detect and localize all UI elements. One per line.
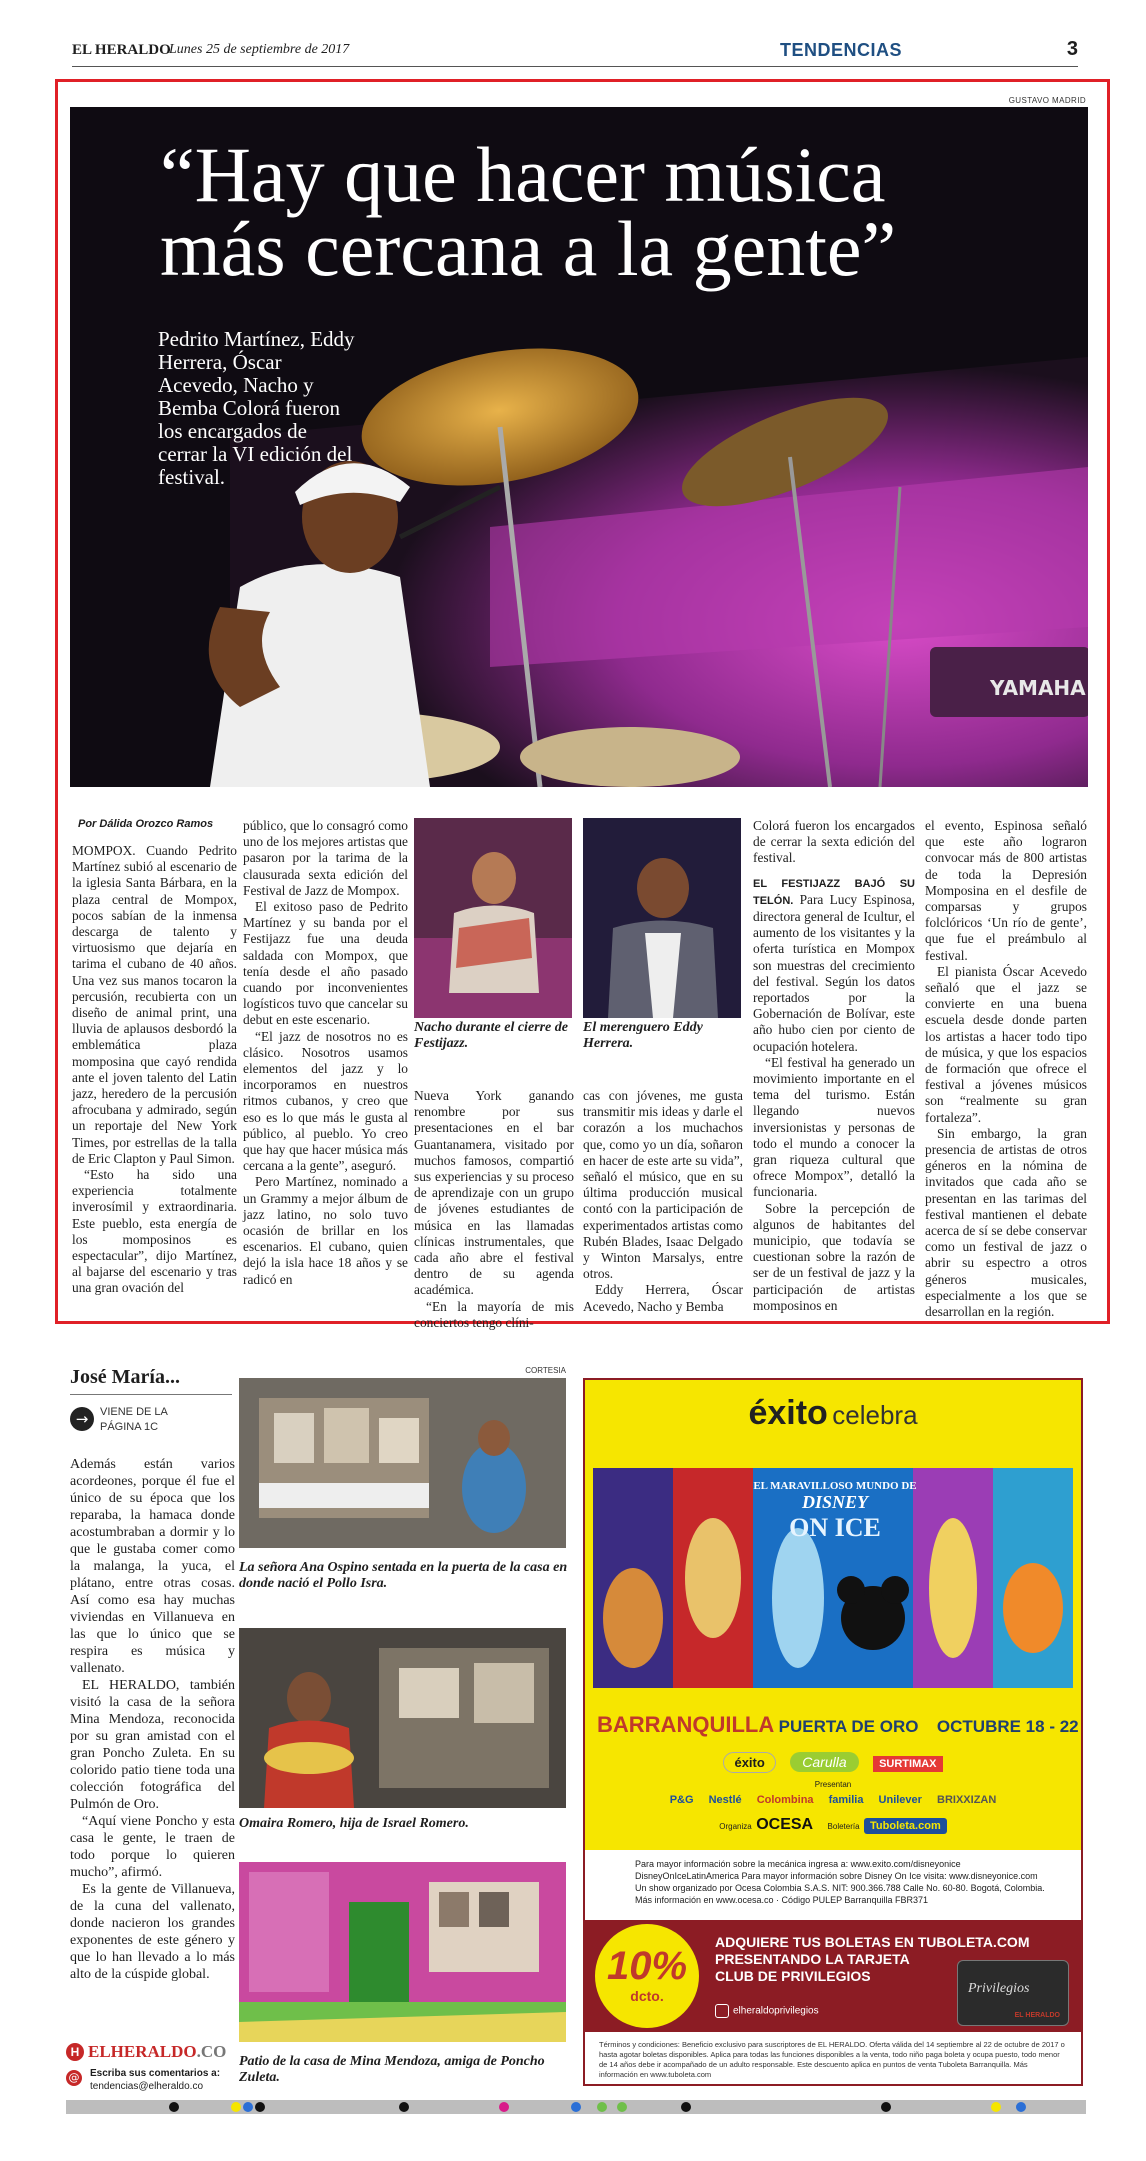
- paragraph: Además están varios acordeones, porque él fue el único de su época que los reparaba, la hamaca donde acostumbraban a dormir y lo que le gustaba comer como la malanga, la yuca, el plátano, entre otras cosas. Así como esa hay muchas viviendas en Villanueva en las que lo único que se respira es música y vallenato.: [70, 1457, 235, 1676]
- photo-caption: Patio de la casa de Mina Mendoza, amiga de Poncho Zuleta.: [239, 2054, 545, 2085]
- section-label[interactable]: TENDENCIAS: [780, 40, 903, 60]
- drum-brand: YAMAHA: [990, 676, 1086, 700]
- show-title-line-3: ON ICE: [789, 1513, 881, 1542]
- paragraph: “Aquí viene Poncho y esta casa le gente, le traen de todo porque lo quieren mucho”, afirmó.: [70, 1814, 235, 1880]
- footer-comment-label: Escriba sus comentarios a:: [90, 2068, 221, 2079]
- article-column-6: [925, 818, 1087, 1320]
- inset-photo-eddy-herrera: [583, 818, 741, 1018]
- instagram-icon: [715, 2004, 729, 2018]
- photo-caption: Omaira Romero, hija de Israel Romero.: [239, 1816, 469, 1831]
- brands-row: [585, 1794, 1081, 1806]
- advertisement[interactable]: [583, 1378, 1083, 2086]
- masthead: [72, 40, 1078, 66]
- paragraph: Nueva York ganando renombre por sus presentaciones en el bar Guantanamera, visitado por muchos famosos, compartió sus experiencias y su proceso de aprendizaje con un grupo de jóvenes estudiantes de música en las llamadas clínicas instrumentales, que cada año abre el festival dentro de su agenda académica.: [414, 1088, 574, 1298]
- paragraph: público, que lo consagró como uno de los mejores artistas que pasaron por la tarima de la clausurada sexta edición del Festival de Jazz de Mompox.: [243, 818, 408, 898]
- info-line: DisneyOnIceLatinAmerica Para mayor información sobre Disney On Ice visita: www.disneyonice.com: [635, 1871, 1038, 1881]
- ocesa-logo: OCESA: [756, 1816, 814, 1833]
- photo-caption: El merenguero Eddy Herrera.: [583, 1020, 703, 1051]
- paper-name[interactable]: EL HERALDO: [72, 42, 171, 58]
- paragraph: El pianista Óscar Acevedo señaló que el jazz se convierte en una buena escuela desde donde parten los artistas a hacer todo tipo de música, y que los espacios de formación que ofrece el festival a jóvenes músicos son “realmente su gran fortaleza”.: [925, 963, 1087, 1125]
- instagram-handle[interactable]: [715, 2004, 819, 2018]
- surtimax-logo: SURTIMAX: [873, 1756, 942, 1772]
- article-column-1: [72, 843, 237, 1297]
- edition-date: Lunes 25 de septiembre de 2017: [169, 42, 350, 57]
- info-line: Un show organizado por Ocesa Colombia S.A.S. NIT: 900.366.788 Calle No. 60-80. Bogotá, Colombia.: [635, 1883, 1045, 1893]
- paragraph: “El jazz de nosotros no es clásico. Nosotros usamos elementos del jazz y lo incorporamos en nuestros ritmos cubanos, y creo que eso es lo que más le gusta al público, al pueblo. Yo creo que hay que hacer música más cercana a la gente”, aseguró.: [243, 1028, 408, 1174]
- paragraph: El exitoso paso de Pedrito Martínez y su banda por el Festijazz fue una deuda saldada con Mompox, que tenía desde el año pasado cuando por inconvenientes logísticos tuvo que cancelar su debut en este escenario.: [243, 899, 408, 1028]
- ad-terms: Términos y condiciones: Beneficio exclusivo para suscriptores de EL HERALDO. Oferta válida del 14 septiembre al 22 de octubre de 2017 o hasta agotar boletas disponibles. Aplica para todas las funciones disponibles a la venta, todo niño paga boleta y ocupa puesto, todo menor de 14 años debe ir acompañado de un adulto responsable. Este descuento aplica en puntos de venta Tuboleta Barranquilla. Más información en www.tuboleta.com: [599, 2040, 1065, 2079]
- ad-brand: [585, 1394, 1081, 1433]
- promo-line-3: CLUB DE PRIVILEGIOS: [715, 1968, 871, 1984]
- masthead-rule: [72, 66, 1078, 67]
- show-title: [735, 1480, 935, 1543]
- boleteria-label: Boletería: [827, 1822, 860, 1831]
- promo-banner: [585, 1920, 1081, 2032]
- at-icon: @: [66, 2070, 82, 2086]
- paragraph: Eddy Herrera, Óscar Acevedo, Nacho y Bemba: [583, 1282, 743, 1314]
- continuation-body: [70, 1456, 235, 1983]
- footer-brand[interactable]: [66, 2042, 226, 2064]
- ad-info: [635, 1858, 1055, 1906]
- byline: Por Dálida Orozco Ramos: [78, 818, 214, 830]
- brand-tagline: celebra: [832, 1400, 918, 1430]
- city-tagline: PUERTA DE ORO: [778, 1717, 919, 1736]
- paragraph: cas con jóvenes, me gusta transmitir mis ideas y darle el corazón a los muchachos que, como yo un día, soñaron en hacer de este arte su vida”, señaló el músico, que en su última producción musical contó con la participación de experimentados artistas como Rubén Blades, Isaac Delgado y Winton Marsalys, entre otros.: [583, 1088, 743, 1282]
- headline: [160, 131, 1060, 292]
- organizer-row: [585, 1816, 1081, 1834]
- exito-sponsor-logo: éxito: [723, 1752, 775, 1773]
- photo-credit: CORTESIA: [525, 1366, 566, 1375]
- article-column-3: [414, 1088, 574, 1331]
- arrow-right-icon: →: [70, 1407, 94, 1431]
- promo-line-2: PRESENTANDO LA TARJETA: [715, 1951, 910, 1967]
- instagram-handle-text: elheraldoprivilegios: [733, 2005, 819, 2017]
- exito-logo: éxito: [748, 1394, 828, 1432]
- headline-line-1: “Hay que hacer música: [160, 131, 886, 218]
- print-registration-bar: [66, 2100, 1086, 2114]
- discount-badge: [595, 1924, 699, 2028]
- h-logo-icon: H: [66, 2043, 84, 2061]
- article-column-4: [583, 1088, 743, 1315]
- paragraph: “El festival ha generado un movimiento importante en el tema del turismo. Están llegando nuevos inversionistas y personas de todo el mundo a conocer la gran riqueza cultural que ofrece Mompox”, detalló la funcionaria.: [753, 1054, 915, 1200]
- paragraph: Es la gente de Villanueva, de la cuna del vallenato, donde nacieron los grandes exponentes de este género y que lo han llevado a lo más alto de la cúspide global.: [70, 1882, 235, 1982]
- info-line: Más información en www.ocesa.co · Código PULEP Barranquilla FBR371: [635, 1895, 928, 1905]
- organiza-label: Organiza: [719, 1822, 752, 1831]
- photo-ana-ospino: [239, 1378, 566, 1548]
- discount-label: dcto.: [630, 1988, 664, 2004]
- footer-brand-name: ELHERALDO: [88, 2042, 197, 2061]
- paragraph: el evento, Espinosa señaló que este año lograron convocar más de 800 artistas de toda la Depresión Momposina en el desfile de comparsas y grupos folclóricos ‘Un río de gente’, que fue el preámbulo al festival.: [925, 818, 1087, 963]
- paragraph: Colorá fueron los encargados de cerrar la sexta edición del festival.: [753, 818, 915, 866]
- card-text: Privilegios: [968, 1981, 1030, 1996]
- subhead-paragraph: [753, 875, 915, 1055]
- info-line: Para mayor información sobre la mecánica ingresa a: www.exito.com/disneyonice: [635, 1859, 961, 1869]
- paragraph: “Esto ha sido una experiencia totalmente inverosímil y extraordinaria. Este pueblo, esta energía de los momposinos es espectacular”, dijo Martínez, al bajarse del escenario y tras una gran ovación del: [72, 1167, 237, 1296]
- brand-logo: P&G: [669, 1794, 694, 1806]
- paragraph: “En la mayoría de mis conciertos tengo clíni-: [414, 1298, 574, 1330]
- photo-credit: GUSTAVO MADRID: [1008, 96, 1086, 105]
- paragraph: Pero Martínez, nominado a un Grammy a mejor álbum de jazz latino, no solo tuvo ocasión de brillar en los escenarios. El cubano, quien dejó la isla hace 18 años y se radicó en: [243, 1174, 408, 1287]
- brand-logo: familia: [828, 1794, 864, 1806]
- continuation-title: José María...: [70, 1366, 180, 1388]
- subhead-text: Para Lucy Espinosa, directora general de Icultur, el aumento de los visitantes y la oferta turística en Mompox son muestras del crecimiento del festival. Según los datos reportados por la Gobernación de Bolívar, este año hubo cien por ciento de ocupación hotelera.: [753, 891, 915, 1054]
- brand-logo: Colombina: [756, 1794, 814, 1806]
- continuation-title-rule: [70, 1394, 232, 1395]
- city: BARRANQUILLA: [597, 1712, 775, 1737]
- privilegios-card: [957, 1960, 1069, 2026]
- jump-from[interactable]: [70, 1405, 240, 1441]
- promo-line-1: ADQUIERE TUS BOLETAS EN TUBOLETA.COM: [715, 1934, 1030, 1950]
- headline-line-2: más cercana a la gente”: [160, 205, 897, 292]
- paragraph: MOMPOX. Cuando Pedrito Martínez subió al escenario de la iglesia Santa Bárbara, en la plaza central de Mompox, pocos sabían de la inmensa descarga de talento y virtuosismo que dejaría en tarima el cubano de 40 años. Una vez sus manos tocaron la percusión, recubierta con un diseño de animal print, una lluvia de aplausos desbordó la emblemática plaza momposina que cayó rendida ante el joven talento del Latin jazz, heredero de la percusión afrocubana y admirado, según un reportaje del New York Times, por estrellas de la talla de Eric Clapton y Paul Simon.: [72, 843, 237, 1166]
- footer-email[interactable]: tendencias@elheraldo.co: [90, 2081, 204, 2092]
- show-dates: OCTUBRE 18 - 22: [936, 1717, 1079, 1736]
- page-number: 3: [1066, 38, 1078, 60]
- footer-brand-suffix: .CO: [196, 2042, 227, 2061]
- photo-mina-mendoza-patio: [239, 1862, 566, 2042]
- photo-caption: Nacho durante el cierre de Festijazz.: [414, 1020, 568, 1051]
- carulla-logo: Carulla: [790, 1752, 858, 1772]
- show-title-line-1: EL MARAVILLOSO MUNDO DE: [753, 1480, 917, 1492]
- registration-marks: [66, 2100, 1086, 2114]
- sponsor-row: [585, 1752, 1081, 1773]
- paragraph: Sin embargo, la gran presencia de artistas de otros géneros en la nómina de invitados que cada año se presentan en las tarimas del festival mantienen el debate acerca de sí se debe conservar como un festival de jazz o abrir su espectro a otros géneros musicales, especialmente a los que se desarrollan en la región.: [925, 1125, 1087, 1320]
- brand-logo: Nestlé: [708, 1794, 742, 1806]
- card-brand: EL HERALDO: [1014, 2012, 1060, 2019]
- paragraph: Sobre la percepción de algunos de habitantes del municipio, que todavía se cuestionan sobre la razón de ser de un festival de jazz y la participación de artistas momposinos en: [753, 1200, 915, 1313]
- photo-omaira-romero: [239, 1628, 566, 1808]
- discount-value: 10%: [606, 1944, 688, 1988]
- article-column-5: [753, 818, 915, 1314]
- presentan-label: Presentan: [814, 1780, 852, 1789]
- photo-caption: La señora Ana Ospino sentada en la puerta de la casa en donde nació el Pollo Isra.: [239, 1560, 568, 1591]
- brand-logo: Unilever: [878, 1794, 922, 1806]
- promo-text: [715, 1934, 1030, 1985]
- tuboleta-logo: Tuboleta.com: [864, 1818, 947, 1834]
- brand-logo: BRIXXIZAN: [937, 1794, 997, 1806]
- deck: Pedrito Martínez, Eddy Herrera, Óscar Acevedo, Nacho y Bemba Colorá fueron los encargados de cerrar la VI edición del festival.: [158, 327, 355, 489]
- show-title-line-2: DISNEY: [801, 1492, 868, 1512]
- jump-label: VIENE DE LA PÁGINA 1C: [100, 1406, 168, 1433]
- article-column-2: [243, 818, 408, 1288]
- ad-city-line: [597, 1712, 1077, 1738]
- inset-photo-nacho: [414, 818, 572, 1018]
- subhead: EL FESTIJAZZ BAJÓ SU TELÓN.: [753, 877, 915, 907]
- paragraph: EL HERALDO, también visitó la casa de la señora Mina Mendoza, reconocida por su gran amistad con el gran Poncho Zuleta. En su colorido patio tiene toda una colección fotográfica del Pulmón de Oro.: [70, 1678, 235, 1812]
